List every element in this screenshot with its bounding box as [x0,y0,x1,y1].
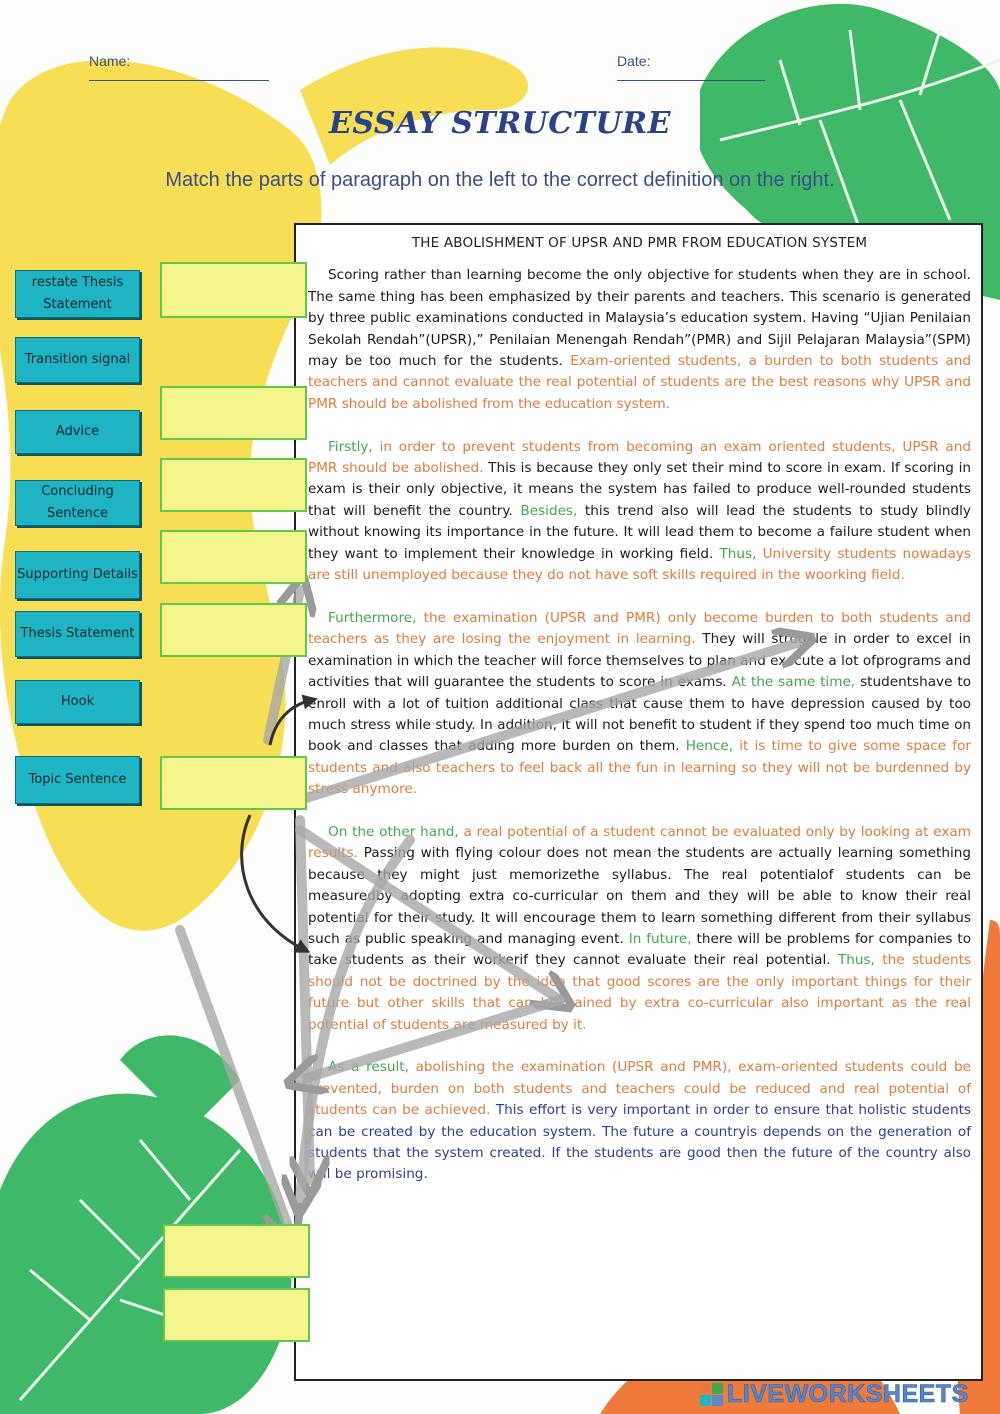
transition-as-result: As a result, [328,1059,409,1076]
topic-sentence-3: a real potential of a student cannot be evaluated only by looking at exam results. [308,823,971,862]
paragraph-body-1 [308,437,971,587]
thesis-text: Exam-oriented students, a burden to both students and teachers and cannot evaluate the real potential of students are the best reasons why UPSR and PMR should be abolished from the education system. [308,353,971,412]
paragraph-introduction [308,265,971,415]
label-supporting-details[interactable]: Supporting Details [15,551,140,599]
concluding-2: it is time to give some space for students and also teachers to feel back all the fun in learning so they will not be burdenned by stress anymore. [308,738,971,798]
concluding-3: the students should not be doctrined by the idea that good scores are the only important things for their future but other skills that can be gained by extra co-curricular also important as the real potential of students are measured by it. [308,952,971,1033]
page-title: ESSAY STRUCTURE [329,106,671,141]
support-2a: They will struggle in order to excel in examination in which the teacher will force themselves to plan and execute a lot ofprograms and activities that will guarantee the students to score in exams. [308,631,971,691]
label-hook[interactable]: Hook [15,680,140,724]
answer-box-8[interactable] [163,1288,310,1342]
support-3a: Passing with flying colour does not mean the students are actually learning something because they might just memorizethe syllabus. The real potentialof students can be measuredby adopting extra co-curricular on them and they will be able to know their real potential for their study. It will encourage them to learn something different from their syllabus such as public speaking and managing event. [308,845,971,947]
answer-box-4[interactable] [160,530,307,584]
label-thesis-statement[interactable]: Thesis Statement [15,611,140,657]
essay-title: THE ABOLISHMENT OF UPSR AND PMR FROM EDUCATION SYSTEM [411,235,868,251]
logo-square-e [712,1395,723,1406]
transition-same-time: At the same time, [731,674,856,691]
support-1b: this trend also will lead the students to study blindly without knowing its importance in the future. It will lead them to become a failure student when they want to implement their knowledge in working field. [308,502,971,562]
transition-other-hand: On the other hand, [328,823,459,840]
answer-box-2[interactable] [160,386,307,440]
support-2b: studentshave to enroll with a lot of tuition additional class that cause them to have depression caused by too much stress while study. In addition, it will not benefit to student if they spend too much time on book and classes that adding more burden on them. [308,674,972,755]
support-1a: This is because they only set their mind to score in exam. If scoring in exam is their only objective, it means the system has failed to produce well-rounded students that will benefit the country. [308,460,972,519]
topic-sentence-1: in order to prevent students from becoming an exam oriented students, UPSR and PMR should be abolished. [308,438,971,477]
label-concluding-sentence[interactable]: Concluding Sentence [15,480,140,526]
answer-box-5[interactable] [160,603,307,657]
transition-furthermore: Furthermore, [328,609,417,626]
transition-besides: Besides, [520,502,578,519]
concluding-1: University students nowadays are still unemployed because they do not have soft skills required in the woorking field. [308,545,972,584]
watermark-text: LIVEWORKSHEETS [727,1379,969,1408]
transition-thus-1: Thus, [719,545,757,562]
label-transition-signal[interactable]: Transition signal [15,337,140,383]
paragraph-body-3 [308,822,971,1036]
topic-sentence-2: the examination (UPSR and PMR) only become burden to both students and teachers as they are losing the enjoyment in learning. [308,609,971,648]
transition-in-future: In future, [628,930,692,947]
date-label: Date: [617,53,651,69]
logo-square-i [712,1383,723,1394]
label-advice[interactable]: Advice [15,410,140,454]
transition-thus-2: Thus, [837,952,875,969]
liveworksheets-logo-icon [700,1383,723,1406]
name-line [89,80,269,81]
intro-hook-text: Scoring rather than learning become the only objective for students when they are in school. The same thing has been emphasized by their parents and teachers. This scenario is generated by three public examinations conducted in Malaysia’s education system. Having “Ujian Penilaian Sekolah Rendah”(UPSR),” Penilaian Menengah Rendah”(PMR) and Sijil Pelajaran Malaysia”(SPM) may be too much for the students. [308,267,971,370]
restated-thesis: abolishing the examination (UPSR and PMR), exam-oriented students could be prevented, burden on both students and teachers could be reduced and real potential of students can be achieved. [308,1059,971,1119]
instructions: Match the parts of paragraph on the left to the correct definition on the right. [165,169,835,191]
answer-box-7[interactable] [163,1224,310,1278]
answer-box-6[interactable] [160,756,307,810]
transition-hence: Hence, [685,738,734,755]
answer-box-1[interactable] [160,262,307,318]
paragraph-conclusion [308,1057,971,1185]
label-restate-thesis[interactable]: restate Thesis Statement [15,270,140,318]
liveworksheets-watermark [700,1378,995,1410]
support-3b: there will be problems for companies to take students as their workerif they cannot evaluate their real potential. [308,930,972,969]
paragraph-body-2 [308,608,971,801]
date-line [617,80,765,81]
logo-square-v [700,1395,711,1406]
essay-panel [294,223,983,1381]
transition-firstly: Firstly, [328,438,373,455]
name-label: Name: [89,53,131,69]
label-topic-sentence[interactable]: Topic Sentence [15,756,140,804]
answer-box-3[interactable] [160,458,307,512]
advice-text: This effort is very important in order to ensure that holistic students can be created by the education system. The future a countryis depends on the generation of students that the system created. If the students are good then the future of the country also will be promising. [308,1102,971,1183]
logo-square-l [700,1383,711,1394]
